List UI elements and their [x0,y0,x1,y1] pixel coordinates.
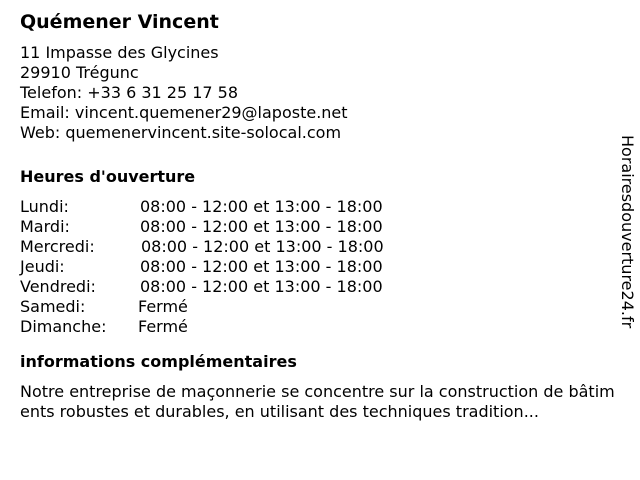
address-city: 29910 Trégunc [20,63,139,82]
business-card [20,10,620,422]
business-name: Quémener Vincent [20,11,219,33]
hours-row [20,217,620,237]
day-label: Mardi: [20,217,70,236]
day-label: Dimanche: [20,317,107,336]
opening-hours-list [20,197,620,337]
day-hours: 08:00 - 12:00 et 13:00 - 18:00 [140,197,383,216]
hours-row [20,237,620,257]
day-hours: Fermé [138,317,188,336]
day-hours: 08:00 - 12:00 et 13:00 - 18:00 [141,237,384,256]
email-text: Email: vincent.quemener29@laposte.net [20,103,348,122]
website-text: Web: quemenervincent.site-solocal.com [20,123,342,142]
day-hours: 08:00 - 12:00 et 13:00 - 18:00 [140,217,383,236]
hours-row [20,197,620,217]
day-hours: 08:00 - 12:00 et 13:00 - 18:00 [140,277,383,296]
day-label: Jeudi: [20,257,65,276]
hours-heading: Heures d'ouverture [20,167,196,186]
hours-row [20,317,620,337]
day-label: Vendredi: [20,277,96,296]
hours-row [20,277,620,297]
info-heading: informations complémentaires [20,352,297,371]
hours-row [20,297,620,317]
phone-text: Telefon: +33 6 31 25 17 58 [20,83,239,102]
hours-row [20,257,620,277]
day-label: Lundi: [20,197,69,216]
address-street: 11 Impasse des Glycines [20,43,219,62]
info-description: Notre entreprise de maçonnerie se concentre sur la construction de bâtiments robustes et durables, en utilisant des techniques tradition... [20,382,615,421]
day-hours: Fermé [138,297,188,316]
day-label: Samedi: [20,297,86,316]
day-label: Mercredi: [20,237,95,256]
site-watermark: Horairesdouverture24.fr [618,135,637,329]
day-hours: 08:00 - 12:00 et 13:00 - 18:00 [140,257,383,276]
